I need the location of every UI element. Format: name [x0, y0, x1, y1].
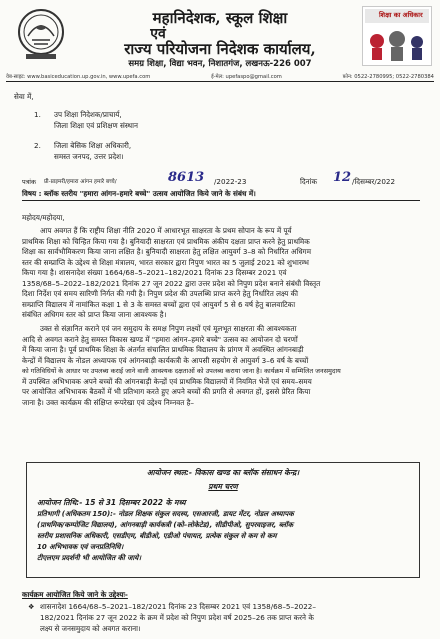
header-address: समग्र शिक्षा, विद्या भवन, निशातगंज, लखनऊ-226 007 — [128, 59, 312, 69]
patrank-label: पत्रांक — [22, 178, 36, 186]
participants-line: प्रतिभागी (अधिकतम 150):- नोडल शिक्षक संकुल सदस्य, एसआरजी, डायट मेंटर, नोडल अध्यापक — [37, 510, 294, 518]
date-label: दिनांक — [300, 177, 318, 186]
phone-text: फ़ोन: 0522-2780995; 0522-2780384 — [342, 74, 434, 80]
participants-line: स्तरीय प्रशासनिक अधिकारी, एसडीएम, बीडीओ, एडीओ पंचायत, प्रत्येक संकुल से कम से कम — [37, 532, 277, 540]
p2-line: में किया जाना है। पूर्व प्राथमिक शिक्षा के अंतर्गत संचालित प्राथमिक विद्यालय के प्रांगण में अवस्थित आंगनबाड़ी — [22, 345, 304, 354]
objective-line: शासनादेश 1664/68–5–2021–182/2021 दिनांक 23 दिसम्बर 2021 एवं 1358/68–5–2022– — [40, 602, 316, 611]
subject-line: विषय : ब्लॉक स्तरीय "हमारा आंगन–हमारे बच्चे" उत्सव आयोजित किये जाने के संबंध में। — [22, 189, 256, 198]
greeting: महोदय/महोदया, — [22, 213, 65, 222]
patrank-number: 8613 — [168, 170, 205, 185]
venue-text: आयोजन स्थल:- विकास खण्ड का ब्लॉक संसाधन केन्द्र। — [146, 468, 300, 477]
side-logo-text: शिक्षा का अधिकार — [379, 11, 423, 19]
p1-line: शिक्षा का सार्वभौमिकरण किया जाना लक्षित है। बुनियादी साक्षरता हेतु लक्षित आयुवर्ग 3–8 को निर्धारित अधिगम — [22, 247, 312, 256]
addressee-2-number: 2. — [34, 141, 41, 150]
p1-line: प्राथमिक शिक्षा को चिन्हित किया गया है। बुनियादी साक्षरता एवं प्राथमिक अंकीय दक्षता प्राप्त करने हेतु प्राथमिक — [22, 236, 310, 246]
website-text: वेब-साइट: www.basiceducation.up.gov.in, www.upefa.com — [6, 74, 151, 80]
header-line-1: महानिदेशक, स्कूल शिक्षा — [152, 9, 288, 27]
date-rest: /दिसम्बर/2022 — [352, 177, 396, 186]
p2-line: पर आयोजित अभिभावक बैठकों में भी प्रतिभाग करते हुए अपने बच्चों की प्रगति से अवगत हों, इससे प्रेरित किया — [22, 387, 311, 396]
addressee-1-number: 1. — [34, 110, 41, 119]
objective-line: 182/2021 दिनांक 27 जून 2022 के क्रम में प्रदेश को निपुण प्रदेश वर्ष 2025–26 तक प्राप्त करने के — [40, 613, 314, 622]
addressee-1-line-1: उप शिक्षा निदेशक/प्राचार्य, — [54, 110, 122, 119]
p1-line: किया गया है। शासनादेश संख्या 1664/68–5–2021–182/2021 दिनांक 23 दिसम्बर 2021 एवं — [22, 268, 287, 277]
header-divider — [6, 81, 434, 82]
paragraph-1 — [22, 226, 426, 321]
p1-line: आप अवगत हैं कि राष्ट्रीय शिक्षा नीति 2020 में आधारभूत साक्षरता के प्रथम सोपान के रूप में पूर्व — [40, 226, 292, 235]
objective-line: लक्ष्य से जनसमुदाय को अवगत कराना। — [40, 624, 141, 633]
p2-line: केन्द्रों में विद्यालय के नोडल अध्यापक एवं आंगनबाड़ी कार्यकत्री के आपसी सहयोग से आयुवर्ग 3–6 वर्ष के बच्चों — [22, 355, 309, 365]
p2-line: को गतिविधियों के आधार पर उपलब्ध कराई जाने वाली आवश्यक दक्षताओं को उपलब्ध कराया जाना है। कार्यक्रम में सम्मिलित जनसमुदाय — [22, 367, 341, 375]
event-details-box — [26, 462, 420, 578]
p1-line: संबंधित अधिगम स्तर को प्राप्त किया जाना आवश्यक है। — [22, 310, 167, 319]
addressee-1-line-2: जिला शिक्षा एवं प्रशिक्षण संस्थान — [54, 121, 138, 130]
patrank-value: प्री-प्राइमरी/हमारा आंगन हमारे बच्चे/ — [44, 179, 117, 185]
p2-line: आदि से अवगत कराने हेतु समस्त विकास खण्ड में "हमारा आंगन–हमारे बच्चे" उत्सव का आयोजन दो चरणों — [22, 334, 298, 344]
seva-mein: सेवा में, — [14, 92, 34, 101]
tlm-exhibition-line: टीएलएम प्रदर्शनी भी आयोजित की जाये। — [37, 554, 142, 562]
p2-line: में उपस्थित अभिभावक अपने बच्चों की आंगनबाड़ी केन्द्रों एवं प्राथमिक विद्यालयों में नियमित भेजें एवं समय–समय — [22, 376, 312, 386]
addressee-2-line-1: जिला बेसिक शिक्षा अधिकारी, — [54, 141, 132, 150]
header-line-2: एवं — [150, 26, 166, 42]
p1-line: सम्प्राप्ति विद्यालय में नामांकित कक्षा 1 से 3 के समस्त बच्चों द्वारा एवं आयुवर्ग 5 से 6 वर्ष हेतु बालवाटिका — [22, 299, 296, 309]
patrank-year: /2022-23 — [214, 177, 247, 186]
p1-line: 1358/68–5–2022–182/2021 दिनांक 27 जून 2022 द्वारा उत्तर प्रदेश को निपुण प्रदेश बनाने संबंधी विस्तृत — [22, 278, 321, 288]
subject-divider — [22, 200, 420, 201]
header-line-3: राज्य परियोजना निदेशक कार्यालय, — [124, 40, 316, 58]
participants-line: 10 अभिभावक एवं जनप्रतिनिधि। — [37, 543, 124, 551]
addressee-2-line-2: समस्त जनपद, उत्तर प्रदेश। — [54, 152, 124, 161]
date-day: 12 — [333, 170, 352, 185]
objectives-heading: कार्यक्रम आयोजित किये जाने के उद्देश्यः- — [22, 590, 128, 599]
participants-line: (प्राथमिक/कम्पोजिट विद्यालय), आंगनबाड़ी कार्यकत्री (को–लोकेटेड), सीडीपीओ, सुपरवाइजर, ब्लॉक — [37, 521, 294, 529]
p2-line: उक्त से संज्ञानित कराने एवं जन समुदाय के समक्ष निपुण लक्ष्यों एवं मूलभूत साक्षरता की आवश्यकता — [40, 324, 297, 333]
p1-line: दिशा निर्देश एवं समय सारिणी निर्गत की गयी है। निपुण प्रदेश की उपलब्धि प्राप्त करने हेतु निर्धारित लक्ष्य की — [22, 289, 298, 298]
email-text: ई-मेल: upefaspo@gmail.com — [211, 74, 282, 80]
contact-line — [6, 72, 434, 80]
bullet-icon: ❖ — [28, 602, 35, 611]
p1-line: स्तर की सम्प्राप्ति के उद्देश्य से शिक्षा मंत्रालय, भारत सरकार द्वारा निपुण भारत का 5 जुलाई 2021 को शुभारम्भ — [22, 257, 309, 267]
phase-heading: प्रथम चरण — [208, 482, 238, 491]
paragraph-2 — [22, 324, 426, 408]
p2-line: जाना है। उक्त कार्यक्रम की संक्षिप्त रूपरेखा एवं उद्देश्य निम्नवत है– — [22, 397, 194, 407]
event-dates: आयोजन तिथि:- 15 से 31 दिसम्बर 2022 के मध्य — [37, 498, 186, 507]
